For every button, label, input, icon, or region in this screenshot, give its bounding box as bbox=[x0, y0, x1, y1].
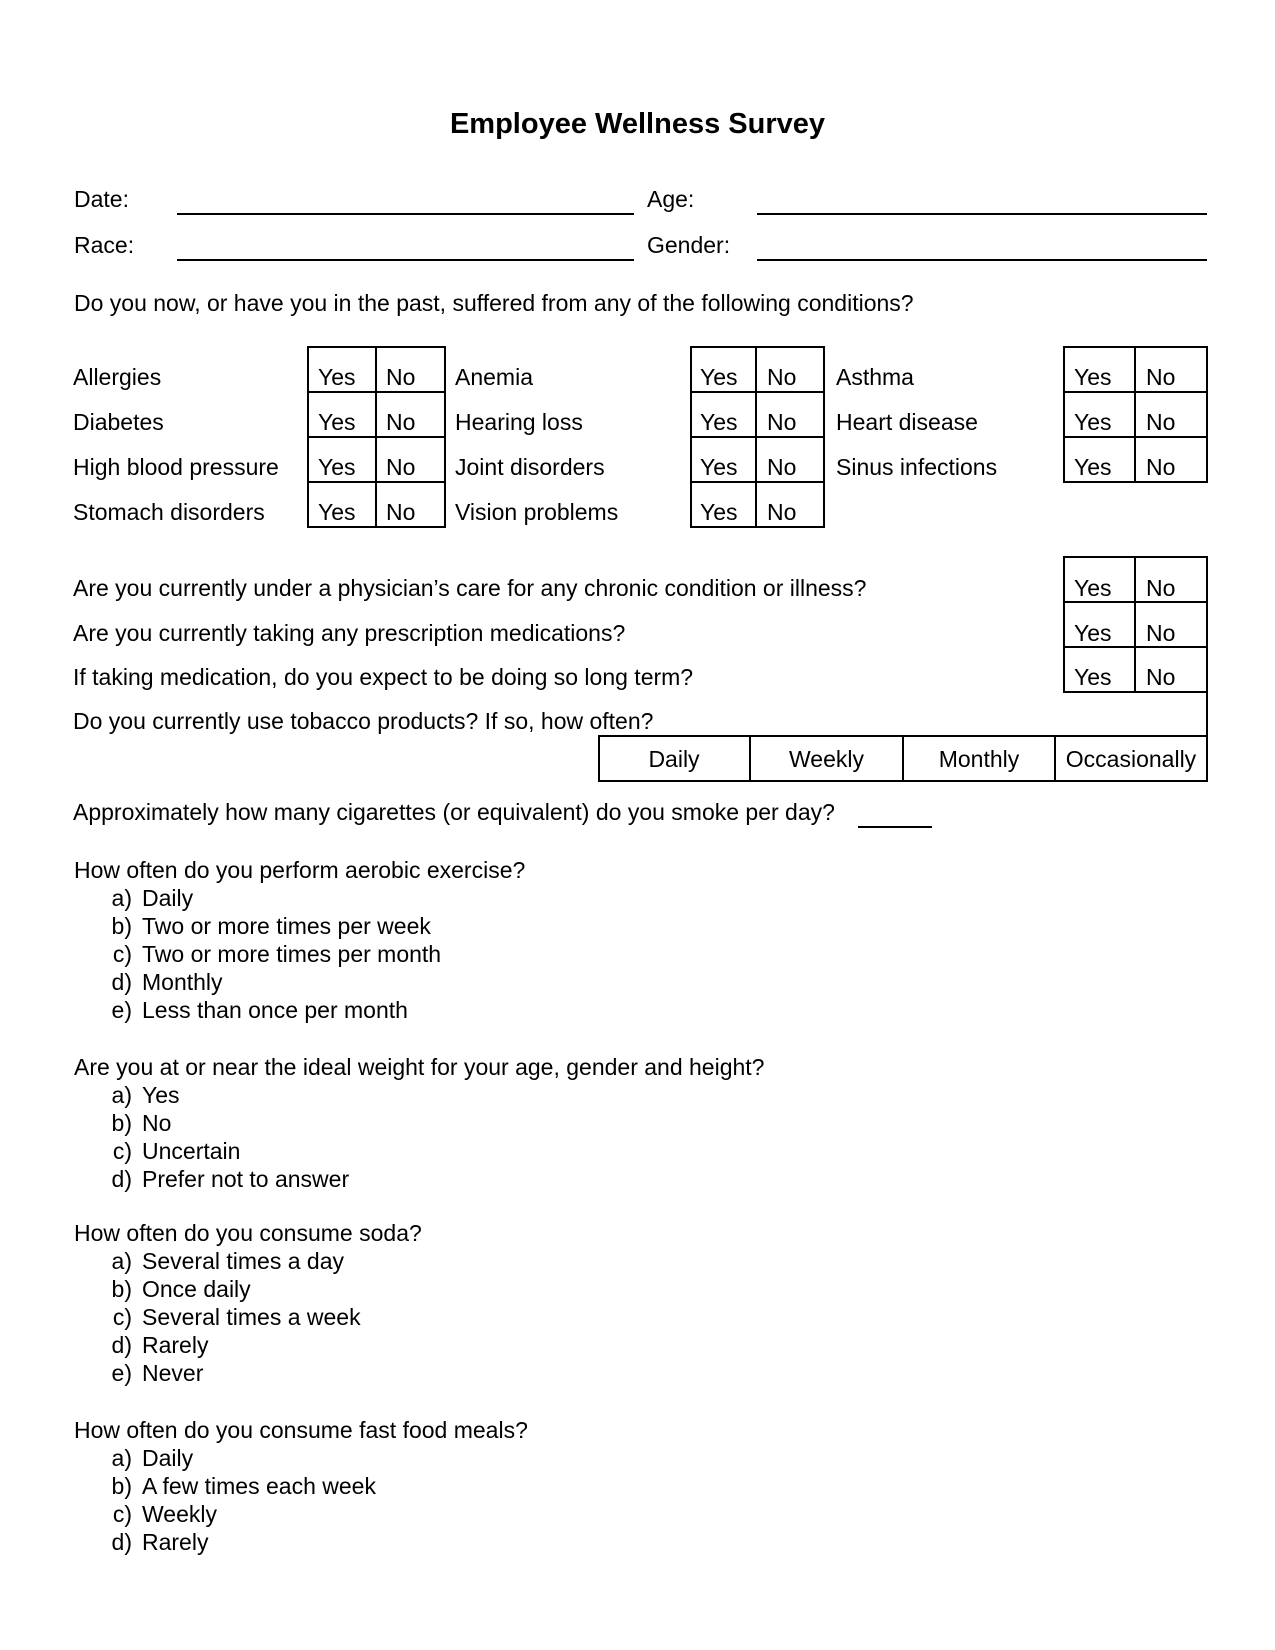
option-letter: a) bbox=[111, 1082, 132, 1108]
no-option[interactable]: No bbox=[386, 499, 416, 525]
no-option[interactable]: No bbox=[767, 409, 797, 435]
option-text: Daily bbox=[142, 885, 194, 911]
soda-question: How often do you consume soda? bbox=[74, 1220, 422, 1246]
grid-divider bbox=[1063, 646, 1208, 648]
yes-option[interactable]: Yes bbox=[700, 364, 738, 390]
yes-option[interactable]: Yes bbox=[318, 454, 356, 480]
exercise-question: How often do you perform aerobic exercise? bbox=[74, 857, 526, 883]
grid-divider bbox=[307, 481, 446, 483]
option-letter: c) bbox=[112, 1501, 132, 1527]
age-label: Age: bbox=[647, 186, 695, 212]
option-letter: b) bbox=[111, 1473, 132, 1499]
yes-option[interactable]: Yes bbox=[1074, 409, 1112, 435]
option-letter: e) bbox=[111, 1360, 132, 1386]
prescription-question: Are you currently taking any prescription medications? bbox=[73, 620, 626, 646]
option-letter: e) bbox=[111, 997, 132, 1023]
grid-divider bbox=[1063, 436, 1208, 438]
condition-label: Stomach disorders bbox=[73, 499, 265, 525]
grid-divider bbox=[1134, 556, 1136, 693]
page-title: Employee Wellness Survey bbox=[449, 108, 826, 140]
gender-label: Gender: bbox=[647, 232, 731, 258]
yes-option[interactable]: Yes bbox=[1074, 364, 1112, 390]
weight-question: Are you at or near the ideal weight for your age, gender and height? bbox=[74, 1054, 765, 1080]
condition-label: High blood pressure bbox=[73, 454, 279, 480]
yes-option[interactable]: Yes bbox=[1074, 454, 1112, 480]
option-text: Several times a week bbox=[142, 1304, 361, 1330]
option-text: Once daily bbox=[142, 1276, 251, 1302]
condition-label: Anemia bbox=[455, 364, 533, 390]
race-label: Race: bbox=[74, 232, 135, 258]
grid-divider bbox=[1063, 601, 1208, 603]
option-letter: a) bbox=[111, 1445, 132, 1471]
no-option[interactable]: No bbox=[386, 409, 416, 435]
yes-option[interactable]: Yes bbox=[1074, 575, 1112, 601]
option-text: Monthly bbox=[142, 969, 223, 995]
option-text: Uncertain bbox=[142, 1138, 241, 1164]
option-letter: b) bbox=[111, 1276, 132, 1302]
option-letter: d) bbox=[111, 969, 132, 995]
yes-option[interactable]: Yes bbox=[318, 499, 356, 525]
yes-option[interactable]: Yes bbox=[318, 409, 356, 435]
option-letter: d) bbox=[111, 1332, 132, 1358]
option-text: Several times a day bbox=[142, 1248, 344, 1274]
option-text: Two or more times per week bbox=[142, 913, 431, 939]
no-option[interactable]: No bbox=[1146, 409, 1176, 435]
grid-divider bbox=[1063, 391, 1208, 393]
no-option[interactable]: No bbox=[386, 364, 416, 390]
age-field[interactable] bbox=[757, 213, 1207, 215]
option-text: Weekly bbox=[142, 1501, 217, 1527]
date-field[interactable] bbox=[177, 213, 634, 215]
grid-divider bbox=[1134, 346, 1136, 483]
option-text: Less than once per month bbox=[142, 997, 408, 1023]
option-letter: c) bbox=[112, 1304, 132, 1330]
option-letter: d) bbox=[111, 1166, 132, 1192]
cigarettes-count-field[interactable] bbox=[858, 826, 932, 828]
condition-label: Diabetes bbox=[73, 409, 164, 435]
option-letter: c) bbox=[112, 1138, 132, 1164]
table-border bbox=[1206, 691, 1208, 737]
tobacco-option-occasionally[interactable]: Occasionally bbox=[1065, 746, 1197, 772]
grid-divider bbox=[690, 391, 825, 393]
tobacco-option-weekly[interactable]: Weekly bbox=[789, 746, 864, 772]
option-letter: c) bbox=[112, 941, 132, 967]
no-option[interactable]: No bbox=[767, 364, 797, 390]
condition-label: Asthma bbox=[836, 364, 914, 390]
yes-option[interactable]: Yes bbox=[700, 454, 738, 480]
no-option[interactable]: No bbox=[1146, 664, 1176, 690]
option-letter: a) bbox=[111, 1248, 132, 1274]
tobacco-question: Do you currently use tobacco products? If so, how often? bbox=[73, 708, 654, 734]
tobacco-option-daily[interactable]: Daily bbox=[648, 746, 700, 772]
option-text: No bbox=[142, 1110, 172, 1136]
tobacco-option-monthly[interactable]: Monthly bbox=[938, 746, 1020, 772]
option-text: Prefer not to answer bbox=[142, 1166, 350, 1192]
option-text: Two or more times per month bbox=[142, 941, 442, 967]
condition-label: Hearing loss bbox=[455, 409, 583, 435]
condition-label: Joint disorders bbox=[455, 454, 605, 480]
condition-label: Sinus infections bbox=[836, 454, 998, 480]
condition-label: Vision problems bbox=[455, 499, 619, 525]
conditions-question: Do you now, or have you in the past, suffered from any of the following conditions? bbox=[74, 290, 914, 316]
option-text: Rarely bbox=[142, 1332, 209, 1358]
no-option[interactable]: No bbox=[1146, 620, 1176, 646]
option-text: Rarely bbox=[142, 1529, 209, 1555]
condition-label: Allergies bbox=[73, 364, 162, 390]
option-text: Daily bbox=[142, 1445, 194, 1471]
grid-divider bbox=[307, 391, 446, 393]
option-letter: d) bbox=[111, 1529, 132, 1555]
option-letter: b) bbox=[111, 1110, 132, 1136]
no-option[interactable]: No bbox=[1146, 364, 1176, 390]
cigarettes-question: Approximately how many cigarettes (or equivalent) do you smoke per day? bbox=[73, 799, 835, 825]
grid-divider bbox=[690, 481, 825, 483]
grid-divider bbox=[307, 436, 446, 438]
option-text: Yes bbox=[142, 1082, 180, 1108]
no-option[interactable]: No bbox=[386, 454, 416, 480]
yes-option[interactable]: Yes bbox=[700, 499, 738, 525]
option-letter: b) bbox=[111, 913, 132, 939]
condition-label: Heart disease bbox=[836, 409, 978, 435]
race-field[interactable] bbox=[177, 259, 634, 261]
grid-divider bbox=[690, 436, 825, 438]
no-option[interactable]: No bbox=[767, 499, 797, 525]
no-option[interactable]: No bbox=[1146, 575, 1176, 601]
date-label: Date: bbox=[74, 186, 129, 212]
no-option[interactable]: No bbox=[1146, 454, 1176, 480]
option-text: Never bbox=[142, 1360, 204, 1386]
yes-option[interactable]: Yes bbox=[700, 409, 738, 435]
no-option[interactable]: No bbox=[767, 454, 797, 480]
yes-option[interactable]: Yes bbox=[1074, 664, 1112, 690]
long-term-medication-question: If taking medication, do you expect to be doing so long term? bbox=[73, 664, 694, 690]
gender-field[interactable] bbox=[757, 259, 1207, 261]
yes-option[interactable]: Yes bbox=[1074, 620, 1112, 646]
option-letter: a) bbox=[111, 885, 132, 911]
option-text: A few times each week bbox=[142, 1473, 376, 1499]
physician-care-question: Are you currently under a physician’s care for any chronic condition or illness? bbox=[73, 575, 867, 601]
fast-food-question: How often do you consume fast food meals? bbox=[74, 1417, 528, 1443]
yes-option[interactable]: Yes bbox=[318, 364, 356, 390]
